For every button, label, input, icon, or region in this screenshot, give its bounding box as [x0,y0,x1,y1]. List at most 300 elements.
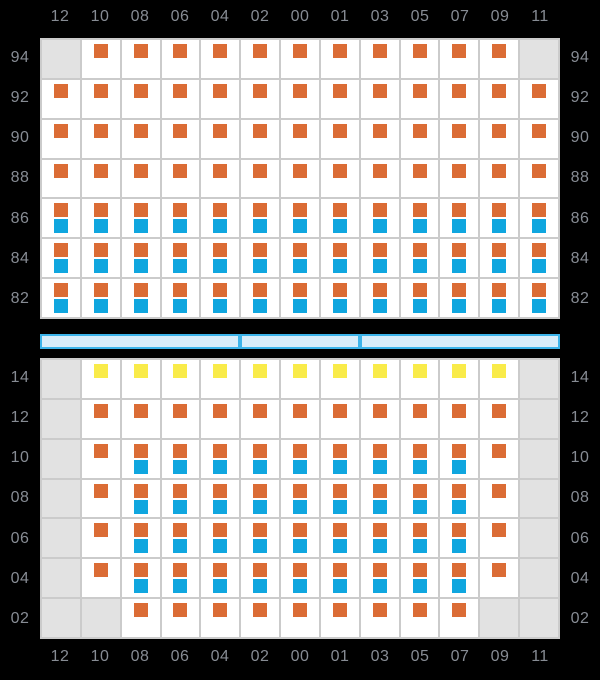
lower-right-year-labels [560,358,600,639]
cell-82-05 [401,279,439,317]
cell-08-07 [440,480,478,518]
orange-square-marker [492,523,506,537]
orange-square-marker [173,444,187,458]
cell-86-03 [361,199,399,237]
blue-square-marker [213,219,227,233]
yellow-square-marker [134,364,148,378]
blue-square-marker [173,259,187,273]
orange-square-marker [532,243,546,257]
cell-92-00 [281,80,319,118]
cell-06-12 [42,519,80,557]
orange-square-marker [492,84,506,98]
orange-square-marker [492,124,506,138]
cell-12-12 [42,400,80,438]
blue-square-marker [54,299,68,313]
orange-square-marker [94,444,108,458]
cell-84-12 [42,239,80,277]
orange-square-marker [293,603,307,617]
cell-94-10 [82,40,120,78]
cell-90-11 [520,120,558,158]
cell-10-06 [162,440,200,478]
hour-axis-label-10: 10 [90,8,110,25]
cell-86-08 [122,199,160,237]
cell-92-01 [321,80,359,118]
orange-square-marker [532,124,546,138]
cell-12-01 [321,400,359,438]
separator-segment-3[interactable] [360,334,560,349]
orange-square-marker [492,444,506,458]
cell-06-10 [82,519,120,557]
cell-94-09 [480,40,518,78]
orange-square-marker [134,523,148,537]
upper-right-year-labels [560,38,600,319]
orange-square-marker [253,203,267,217]
cell-92-05 [401,80,439,118]
cell-04-06 [162,559,200,597]
year-row-label-90: 90 [10,129,30,147]
cell-10-09 [480,440,518,478]
cell-94-05 [401,40,439,78]
yellow-square-marker [373,364,387,378]
cell-88-06 [162,160,200,198]
orange-square-marker [452,283,466,297]
cell-10-11 [520,440,558,478]
separator-segment-2[interactable] [240,334,360,349]
orange-square-marker [293,243,307,257]
orange-square-marker [373,84,387,98]
cell-04-01 [321,559,359,597]
orange-square-marker [373,444,387,458]
cell-90-04 [201,120,239,158]
blue-square-marker [134,219,148,233]
hour-axis-label-09: 09 [490,648,510,665]
orange-square-marker [94,484,108,498]
blue-square-marker [253,579,267,593]
cell-84-10 [82,239,120,277]
blue-square-marker [213,259,227,273]
cell-14-04 [201,360,239,398]
hour-axis-label-01: 01 [330,8,350,25]
year-row-label-04: 04 [570,569,590,587]
orange-square-marker [373,203,387,217]
cell-10-01 [321,440,359,478]
orange-square-marker [173,124,187,138]
orange-square-marker [492,283,506,297]
orange-square-marker [213,84,227,98]
year-row-label-82: 82 [10,289,30,307]
cell-10-02 [241,440,279,478]
blue-square-marker [373,539,387,553]
orange-square-marker [333,404,347,418]
cell-12-04 [201,400,239,438]
year-row-label-92: 92 [570,89,590,107]
cell-14-06 [162,360,200,398]
cell-06-05 [401,519,439,557]
orange-square-marker [253,164,267,178]
blue-square-marker [413,460,427,474]
blue-square-marker [94,259,108,273]
cell-02-12 [42,599,80,637]
orange-square-marker [213,124,227,138]
upper-left-year-labels [0,38,40,319]
blue-square-marker [293,579,307,593]
year-row-label-06: 06 [10,529,30,547]
cell-88-07 [440,160,478,198]
cell-04-03 [361,559,399,597]
orange-square-marker [213,44,227,58]
blue-square-marker [532,259,546,273]
orange-square-marker [293,164,307,178]
cell-94-06 [162,40,200,78]
cell-14-05 [401,360,439,398]
hour-axis-label-03: 03 [370,648,390,665]
orange-square-marker [492,563,506,577]
cell-06-02 [241,519,279,557]
bottom-hour-axis [40,644,560,670]
orange-square-marker [94,44,108,58]
orange-square-marker [213,563,227,577]
blue-square-marker [54,259,68,273]
cell-08-04 [201,480,239,518]
orange-square-marker [134,124,148,138]
lower-year-grid [40,358,560,639]
cell-82-11 [520,279,558,317]
orange-square-marker [173,203,187,217]
year-row-label-82: 82 [570,289,590,307]
orange-square-marker [333,203,347,217]
cell-92-07 [440,80,478,118]
orange-square-marker [492,164,506,178]
cell-82-10 [82,279,120,317]
cell-88-11 [520,160,558,198]
cell-90-02 [241,120,279,158]
orange-square-marker [333,243,347,257]
orange-square-marker [134,563,148,577]
year-row-label-02: 02 [570,609,590,627]
cell-92-06 [162,80,200,118]
cell-86-00 [281,199,319,237]
blue-square-marker [452,500,466,514]
orange-square-marker [134,203,148,217]
orange-square-marker [333,164,347,178]
hour-axis-label-07: 07 [450,8,470,25]
cell-12-08 [122,400,160,438]
cell-10-04 [201,440,239,478]
year-row-label-04: 04 [10,569,30,587]
cell-86-12 [42,199,80,237]
cell-84-05 [401,239,439,277]
yellow-square-marker [333,364,347,378]
cell-08-08 [122,480,160,518]
separator-scroll-bar[interactable] [40,334,560,349]
blue-square-marker [333,460,347,474]
orange-square-marker [333,84,347,98]
cell-88-03 [361,160,399,198]
cell-94-03 [361,40,399,78]
cell-82-08 [122,279,160,317]
orange-square-marker [373,44,387,58]
cell-90-03 [361,120,399,158]
cell-94-00 [281,40,319,78]
cell-84-11 [520,239,558,277]
cell-08-01 [321,480,359,518]
blue-square-marker [134,579,148,593]
orange-square-marker [532,283,546,297]
orange-square-marker [54,243,68,257]
year-row-label-86: 86 [570,209,590,227]
cell-92-08 [122,80,160,118]
cell-02-05 [401,599,439,637]
orange-square-marker [134,283,148,297]
orange-square-marker [134,404,148,418]
cell-92-03 [361,80,399,118]
cell-06-03 [361,519,399,557]
hour-axis-label-07: 07 [450,648,470,665]
year-row-label-84: 84 [10,249,30,267]
orange-square-marker [333,484,347,498]
blue-square-marker [333,219,347,233]
cell-86-04 [201,199,239,237]
cell-88-01 [321,160,359,198]
cell-88-12 [42,160,80,198]
orange-square-marker [253,563,267,577]
cell-12-07 [440,400,478,438]
orange-square-marker [213,603,227,617]
cell-82-12 [42,279,80,317]
orange-square-marker [413,84,427,98]
orange-square-marker [452,124,466,138]
orange-square-marker [54,124,68,138]
hour-axis-label-02: 02 [250,8,270,25]
cell-82-00 [281,279,319,317]
orange-square-marker [333,124,347,138]
blue-square-marker [333,500,347,514]
orange-square-marker [54,203,68,217]
cell-10-12 [42,440,80,478]
orange-square-marker [94,563,108,577]
orange-square-marker [333,444,347,458]
cell-08-11 [520,480,558,518]
blue-square-marker [492,299,506,313]
cell-90-12 [42,120,80,158]
blue-square-marker [333,299,347,313]
cell-02-04 [201,599,239,637]
orange-square-marker [413,124,427,138]
orange-square-marker [413,164,427,178]
orange-square-marker [134,603,148,617]
hour-axis-label-01: 01 [330,648,350,665]
hour-axis-label-06: 06 [170,648,190,665]
hour-axis-label-05: 05 [410,8,430,25]
orange-square-marker [213,243,227,257]
orange-square-marker [333,283,347,297]
orange-square-marker [213,203,227,217]
cell-04-09 [480,559,518,597]
blue-square-marker [293,460,307,474]
blue-square-marker [54,219,68,233]
orange-square-marker [532,203,546,217]
cell-06-11 [520,519,558,557]
separator-segment-1[interactable] [40,334,240,349]
orange-square-marker [173,484,187,498]
cell-82-01 [321,279,359,317]
lower-left-year-labels [0,358,40,639]
cell-82-04 [201,279,239,317]
cell-14-07 [440,360,478,398]
cell-92-11 [520,80,558,118]
blue-square-marker [492,219,506,233]
cell-94-12 [42,40,80,78]
cell-88-09 [480,160,518,198]
orange-square-marker [94,523,108,537]
year-row-label-88: 88 [10,169,30,187]
cell-84-06 [162,239,200,277]
orange-square-marker [373,523,387,537]
cell-12-09 [480,400,518,438]
orange-square-marker [413,203,427,217]
orange-square-marker [492,44,506,58]
blue-square-marker [134,539,148,553]
cell-12-02 [241,400,279,438]
orange-square-marker [253,484,267,498]
hour-axis-label-11: 11 [531,648,549,665]
blue-square-marker [173,299,187,313]
hour-axis-label-09: 09 [490,8,510,25]
hour-axis-label-00: 00 [290,8,310,25]
cell-94-04 [201,40,239,78]
cell-92-12 [42,80,80,118]
cell-12-00 [281,400,319,438]
cell-82-02 [241,279,279,317]
blue-square-marker [373,500,387,514]
blue-square-marker [173,500,187,514]
cell-02-02 [241,599,279,637]
cell-10-00 [281,440,319,478]
cell-14-00 [281,360,319,398]
cell-90-09 [480,120,518,158]
blue-square-marker [134,259,148,273]
orange-square-marker [492,203,506,217]
cell-02-00 [281,599,319,637]
cell-90-08 [122,120,160,158]
blue-square-marker [373,460,387,474]
orange-square-marker [373,563,387,577]
orange-square-marker [134,243,148,257]
blue-square-marker [413,539,427,553]
orange-square-marker [54,84,68,98]
orange-square-marker [413,404,427,418]
orange-square-marker [134,164,148,178]
orange-square-marker [413,563,427,577]
blue-square-marker [532,219,546,233]
year-row-label-92: 92 [10,89,30,107]
cell-84-04 [201,239,239,277]
orange-square-marker [373,124,387,138]
year-row-label-88: 88 [570,169,590,187]
blue-square-marker [173,579,187,593]
cell-88-02 [241,160,279,198]
cell-14-10 [82,360,120,398]
cell-88-10 [82,160,120,198]
blue-square-marker [452,219,466,233]
blue-square-marker [293,219,307,233]
orange-square-marker [452,404,466,418]
orange-square-marker [452,603,466,617]
blue-square-marker [253,500,267,514]
cell-02-03 [361,599,399,637]
cell-04-08 [122,559,160,597]
cell-02-10 [82,599,120,637]
orange-square-marker [333,44,347,58]
cell-90-05 [401,120,439,158]
cell-14-08 [122,360,160,398]
orange-square-marker [373,484,387,498]
blue-square-marker [413,219,427,233]
cell-08-06 [162,480,200,518]
orange-square-marker [94,404,108,418]
blue-square-marker [492,259,506,273]
hour-axis-label-02: 02 [250,648,270,665]
orange-square-marker [94,243,108,257]
cell-02-09 [480,599,518,637]
cell-02-06 [162,599,200,637]
cell-14-11 [520,360,558,398]
orange-square-marker [333,563,347,577]
cell-84-08 [122,239,160,277]
blue-square-marker [413,259,427,273]
blue-square-marker [452,299,466,313]
orange-square-marker [253,404,267,418]
blue-square-marker [94,299,108,313]
cell-86-10 [82,199,120,237]
yellow-square-marker [173,364,187,378]
cell-14-02 [241,360,279,398]
orange-square-marker [293,523,307,537]
cell-08-10 [82,480,120,518]
orange-square-marker [213,484,227,498]
cell-12-05 [401,400,439,438]
cell-82-09 [480,279,518,317]
hour-axis-label-10: 10 [90,648,110,665]
cell-92-10 [82,80,120,118]
year-row-label-12: 12 [10,409,30,427]
cell-08-03 [361,480,399,518]
year-row-label-86: 86 [10,209,30,227]
yellow-square-marker [413,364,427,378]
blue-square-marker [173,460,187,474]
orange-square-marker [54,164,68,178]
blue-square-marker [253,219,267,233]
blue-square-marker [413,579,427,593]
cell-06-07 [440,519,478,557]
orange-square-marker [173,84,187,98]
blue-square-marker [253,259,267,273]
cell-02-07 [440,599,478,637]
hour-axis-label-08: 08 [130,8,150,25]
orange-square-marker [173,603,187,617]
cell-04-04 [201,559,239,597]
cell-04-05 [401,559,439,597]
cell-06-08 [122,519,160,557]
orange-square-marker [373,603,387,617]
orange-square-marker [413,44,427,58]
cell-92-04 [201,80,239,118]
orange-square-marker [213,523,227,537]
cell-82-06 [162,279,200,317]
blue-square-marker [373,219,387,233]
cell-04-11 [520,559,558,597]
blue-square-marker [373,579,387,593]
